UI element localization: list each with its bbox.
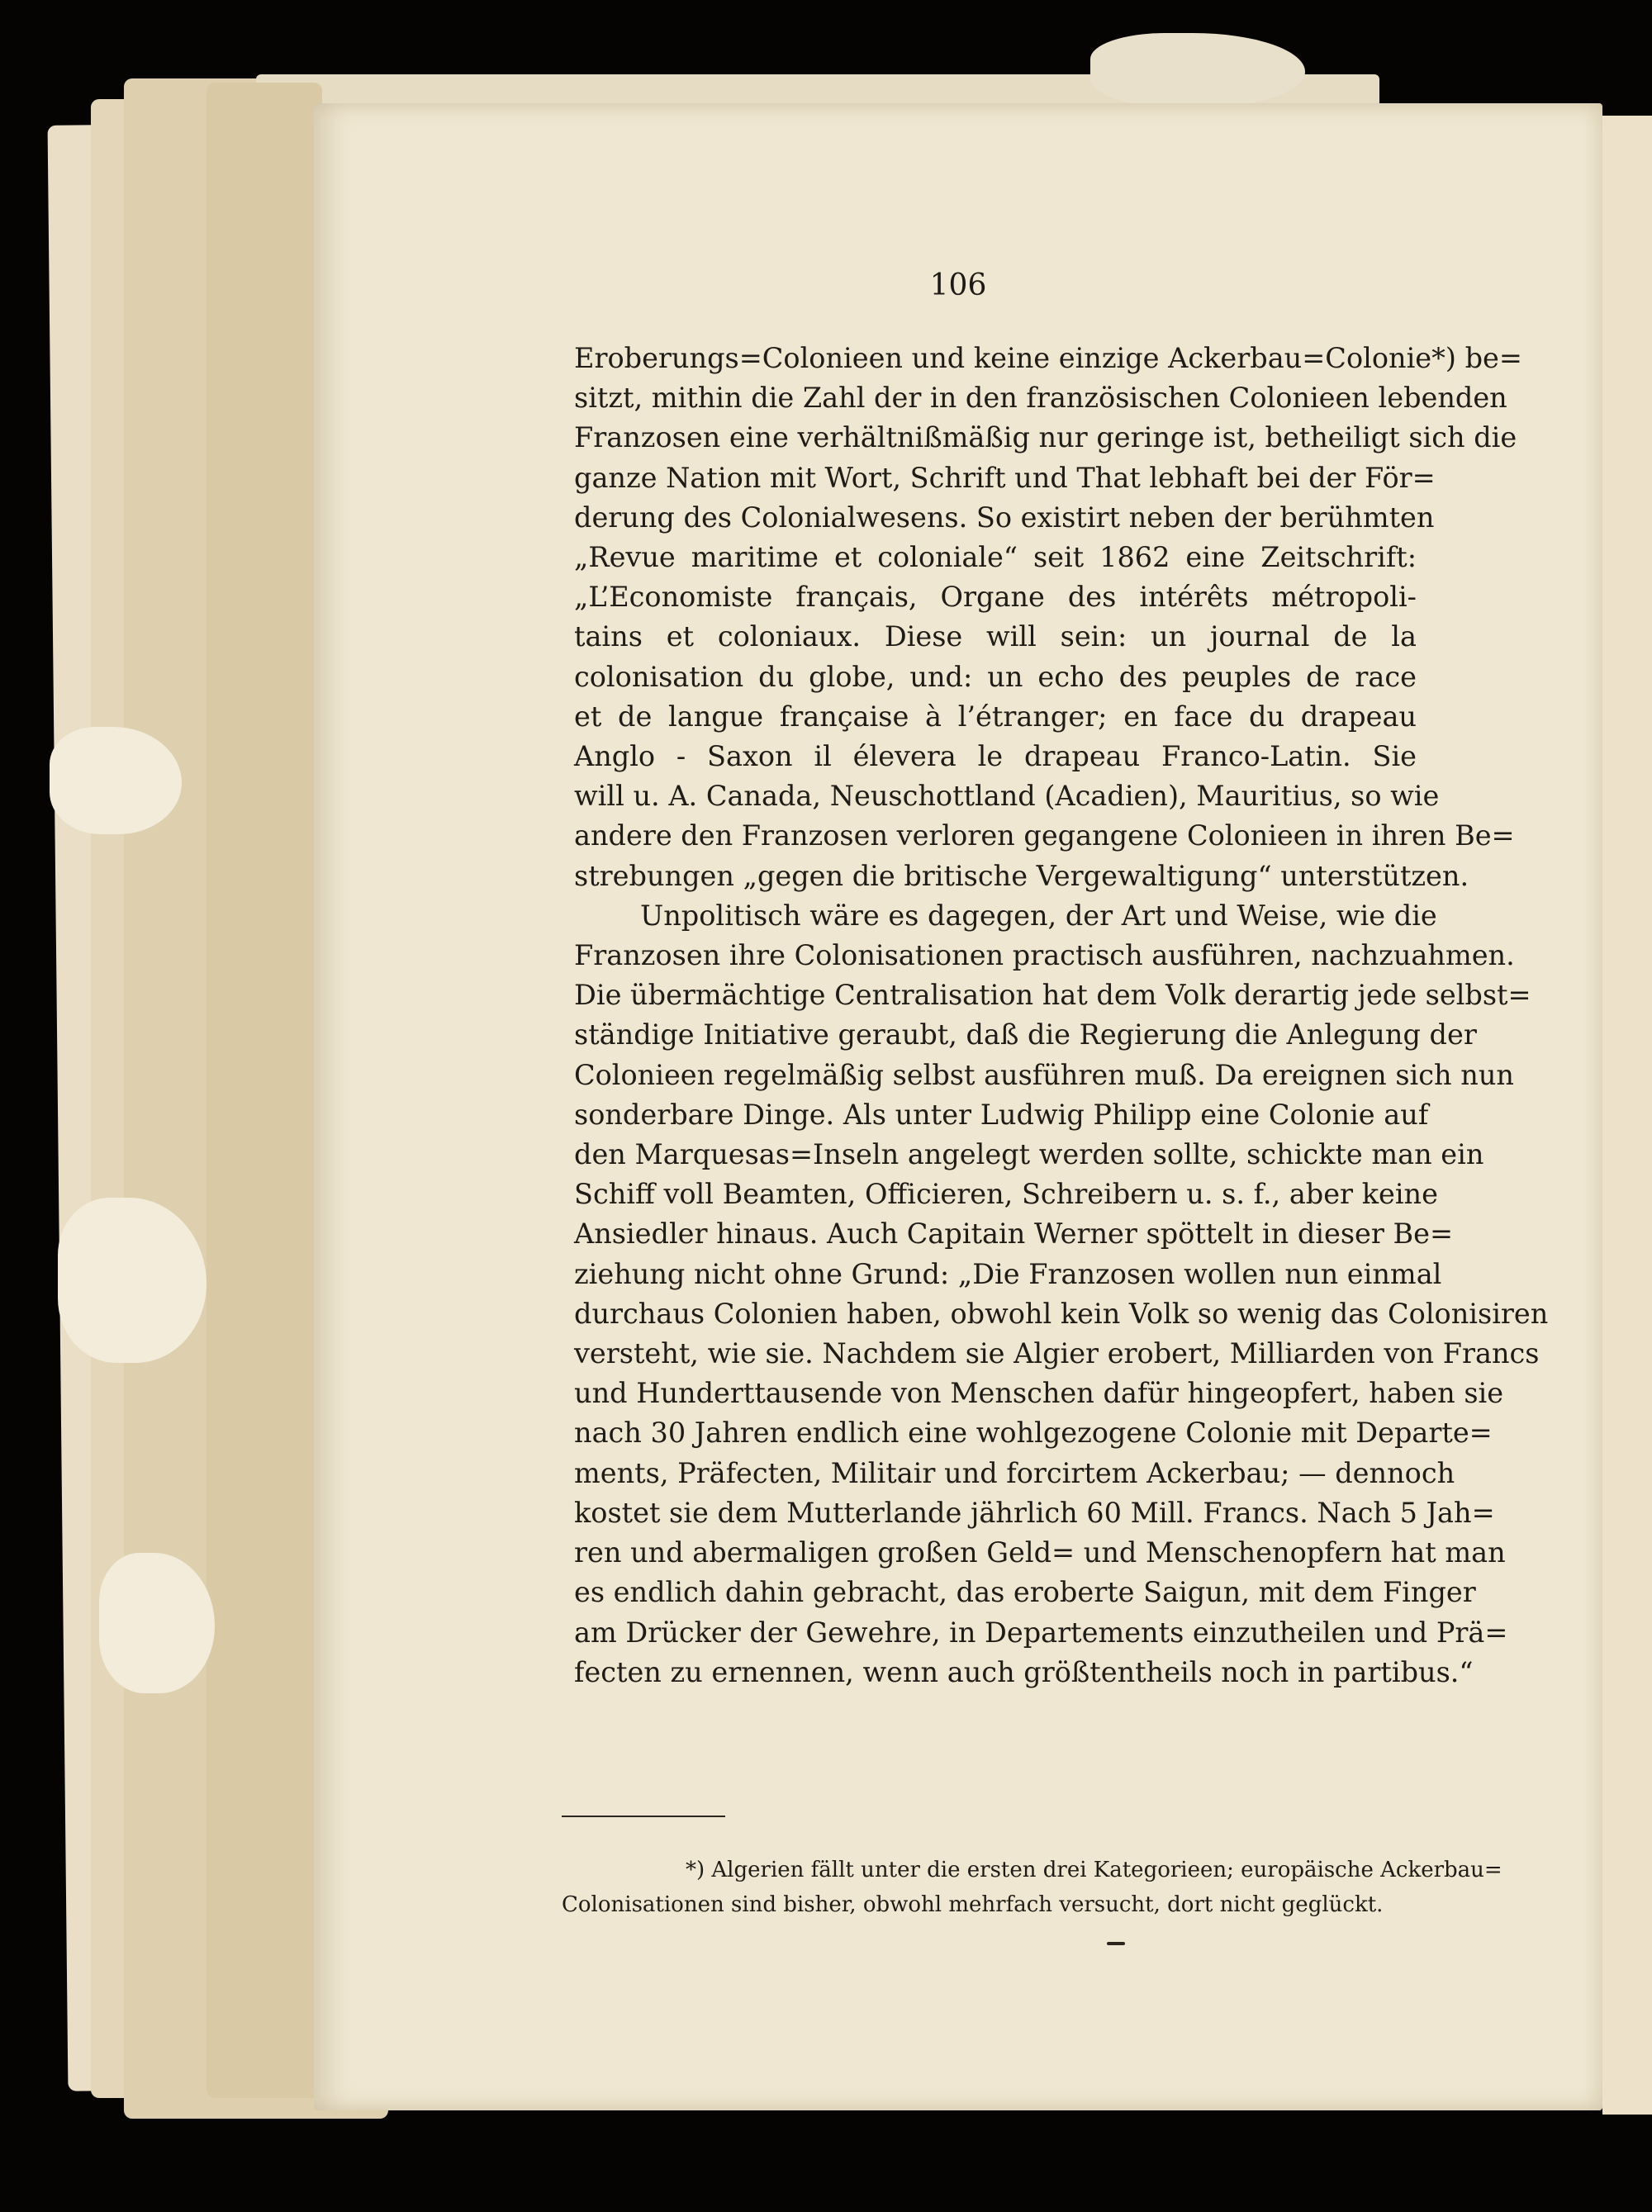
book-page xyxy=(314,103,1602,2110)
footnote xyxy=(562,1853,1502,1922)
torn-paper-fragment xyxy=(99,1553,215,1693)
body-text xyxy=(574,339,1549,1692)
page-number: 106 xyxy=(929,268,987,302)
text-line: et de langue française à l’étranger; en face du drapeau xyxy=(574,700,1417,733)
text-line: Ansiedler hinaus. Auch Capitain Werner spöttelt in dieser Be= xyxy=(574,1218,1454,1251)
text-line: andere den Franzosen verloren gegangene Colonieen in ihren Be= xyxy=(574,819,1515,852)
text-line: Unpolitisch wäre es dagegen, der Art und Weise, wie die xyxy=(640,899,1437,932)
footnote-line: Colonisationen sind bisher, obwohl mehrfach versucht, dort nicht geglückt. xyxy=(562,1892,1384,1917)
torn-paper-fragment xyxy=(1090,33,1305,107)
text-line: versteht, wie sie. Nachdem sie Algier erobert, Milliarden von Francs xyxy=(574,1337,1540,1370)
text-line: sitzt, mithin die Zahl der in den französischen Colonieen lebenden xyxy=(574,382,1507,415)
text-line: sonderbare Dinge. Als unter Ludwig Philipp eine Colonie auf xyxy=(574,1098,1429,1131)
text-line: nach 30 Jahren endlich eine wohlgezogene Colonie mit Departe= xyxy=(574,1417,1493,1450)
text-line: Die übermächtige Centralisation hat dem Volk derartig jede selbst= xyxy=(574,979,1531,1012)
text-line: strebungen „gegen die britische Vergewaltigung“ unterstützen. xyxy=(574,859,1469,892)
text-line: ziehung nicht ohne Grund: „Die Franzosen wollen nun einmal xyxy=(574,1257,1442,1290)
book-gutter xyxy=(206,83,322,2098)
text-line: am Drücker der Gewehre, in Departements einzutheilen und Prä= xyxy=(574,1616,1508,1649)
text-line: fecten zu ernennen, wenn auch größtentheils noch in partibus.“ xyxy=(574,1655,1474,1688)
text-line: ments, Präfecten, Militair und forcirtem Ackerbau; — dennoch xyxy=(574,1456,1455,1489)
text-line: Eroberungs=Colonieen und keine einzige Ackerbau=Colonie*) be= xyxy=(574,342,1522,374)
text-line: Franzosen ihre Colonisationen practisch ausführen, nachzuahmen. xyxy=(574,939,1515,972)
text-line: ständige Initiative geraubt, daß die Regierung die Anlegung der xyxy=(574,1018,1477,1051)
text-line: derung des Colonialwesens. So existirt neben der berühmten xyxy=(574,501,1435,534)
torn-paper-fragment xyxy=(50,727,182,834)
text-line: Colonieen regelmäßig selbst ausführen muß. Da ereignen sich nun xyxy=(574,1058,1514,1091)
text-line: den Marquesas=Inseln angelegt werden sollte, schickte man ein xyxy=(574,1138,1484,1171)
text-line: und Hunderttausende von Menschen dafür hingeopfert, haben sie xyxy=(574,1377,1504,1410)
text-line: „Revue maritime et coloniale“ seit 1862 eine Zeitschrift: xyxy=(574,541,1417,574)
text-line: tains et coloniaux. Diese will sein: un journal de la xyxy=(574,620,1417,653)
facing-page-edge xyxy=(1602,116,1652,2115)
text-line: ren und abermaligen großen Geld= und Menschenopfern hat man xyxy=(574,1536,1506,1569)
text-line: es endlich dahin gebracht, das eroberte Saigun, mit dem Finger xyxy=(574,1576,1476,1609)
text-line: durchaus Colonien haben, obwohl kein Volk so wenig das Colonisiren xyxy=(574,1297,1549,1330)
text-line: colonisation du globe, und: un echo des peuples de race xyxy=(574,660,1417,693)
footnote-line: *) Algerien fällt unter die ersten drei Kategorieen; europäische Ackerbau= xyxy=(686,1858,1502,1882)
text-line: Anglo - Saxon il élevera le drapeau Franco-Latin. Sie xyxy=(574,740,1417,773)
text-line: Franzosen eine verhältnißmäßig nur geringe ist, betheiligt sich die xyxy=(574,421,1517,454)
text-line: ganze Nation mit Wort, Schrift und That lebhaft bei der För= xyxy=(574,461,1436,494)
text-line: „L’Economiste français, Organe des intérêts métropoli- xyxy=(574,581,1417,614)
printer-mark xyxy=(1107,1942,1125,1945)
text-line: will u. A. Canada, Neuschottland (Acadien), Mauritius, so wie xyxy=(574,780,1440,813)
text-line: kostet sie dem Mutterlande jährlich 60 Mill. Francs. Nach 5 Jah= xyxy=(574,1496,1495,1529)
text-line: Schiff voll Beamten, Officieren, Schreibern u. s. f., aber keine xyxy=(574,1178,1438,1211)
footnote-separator xyxy=(562,1816,725,1817)
